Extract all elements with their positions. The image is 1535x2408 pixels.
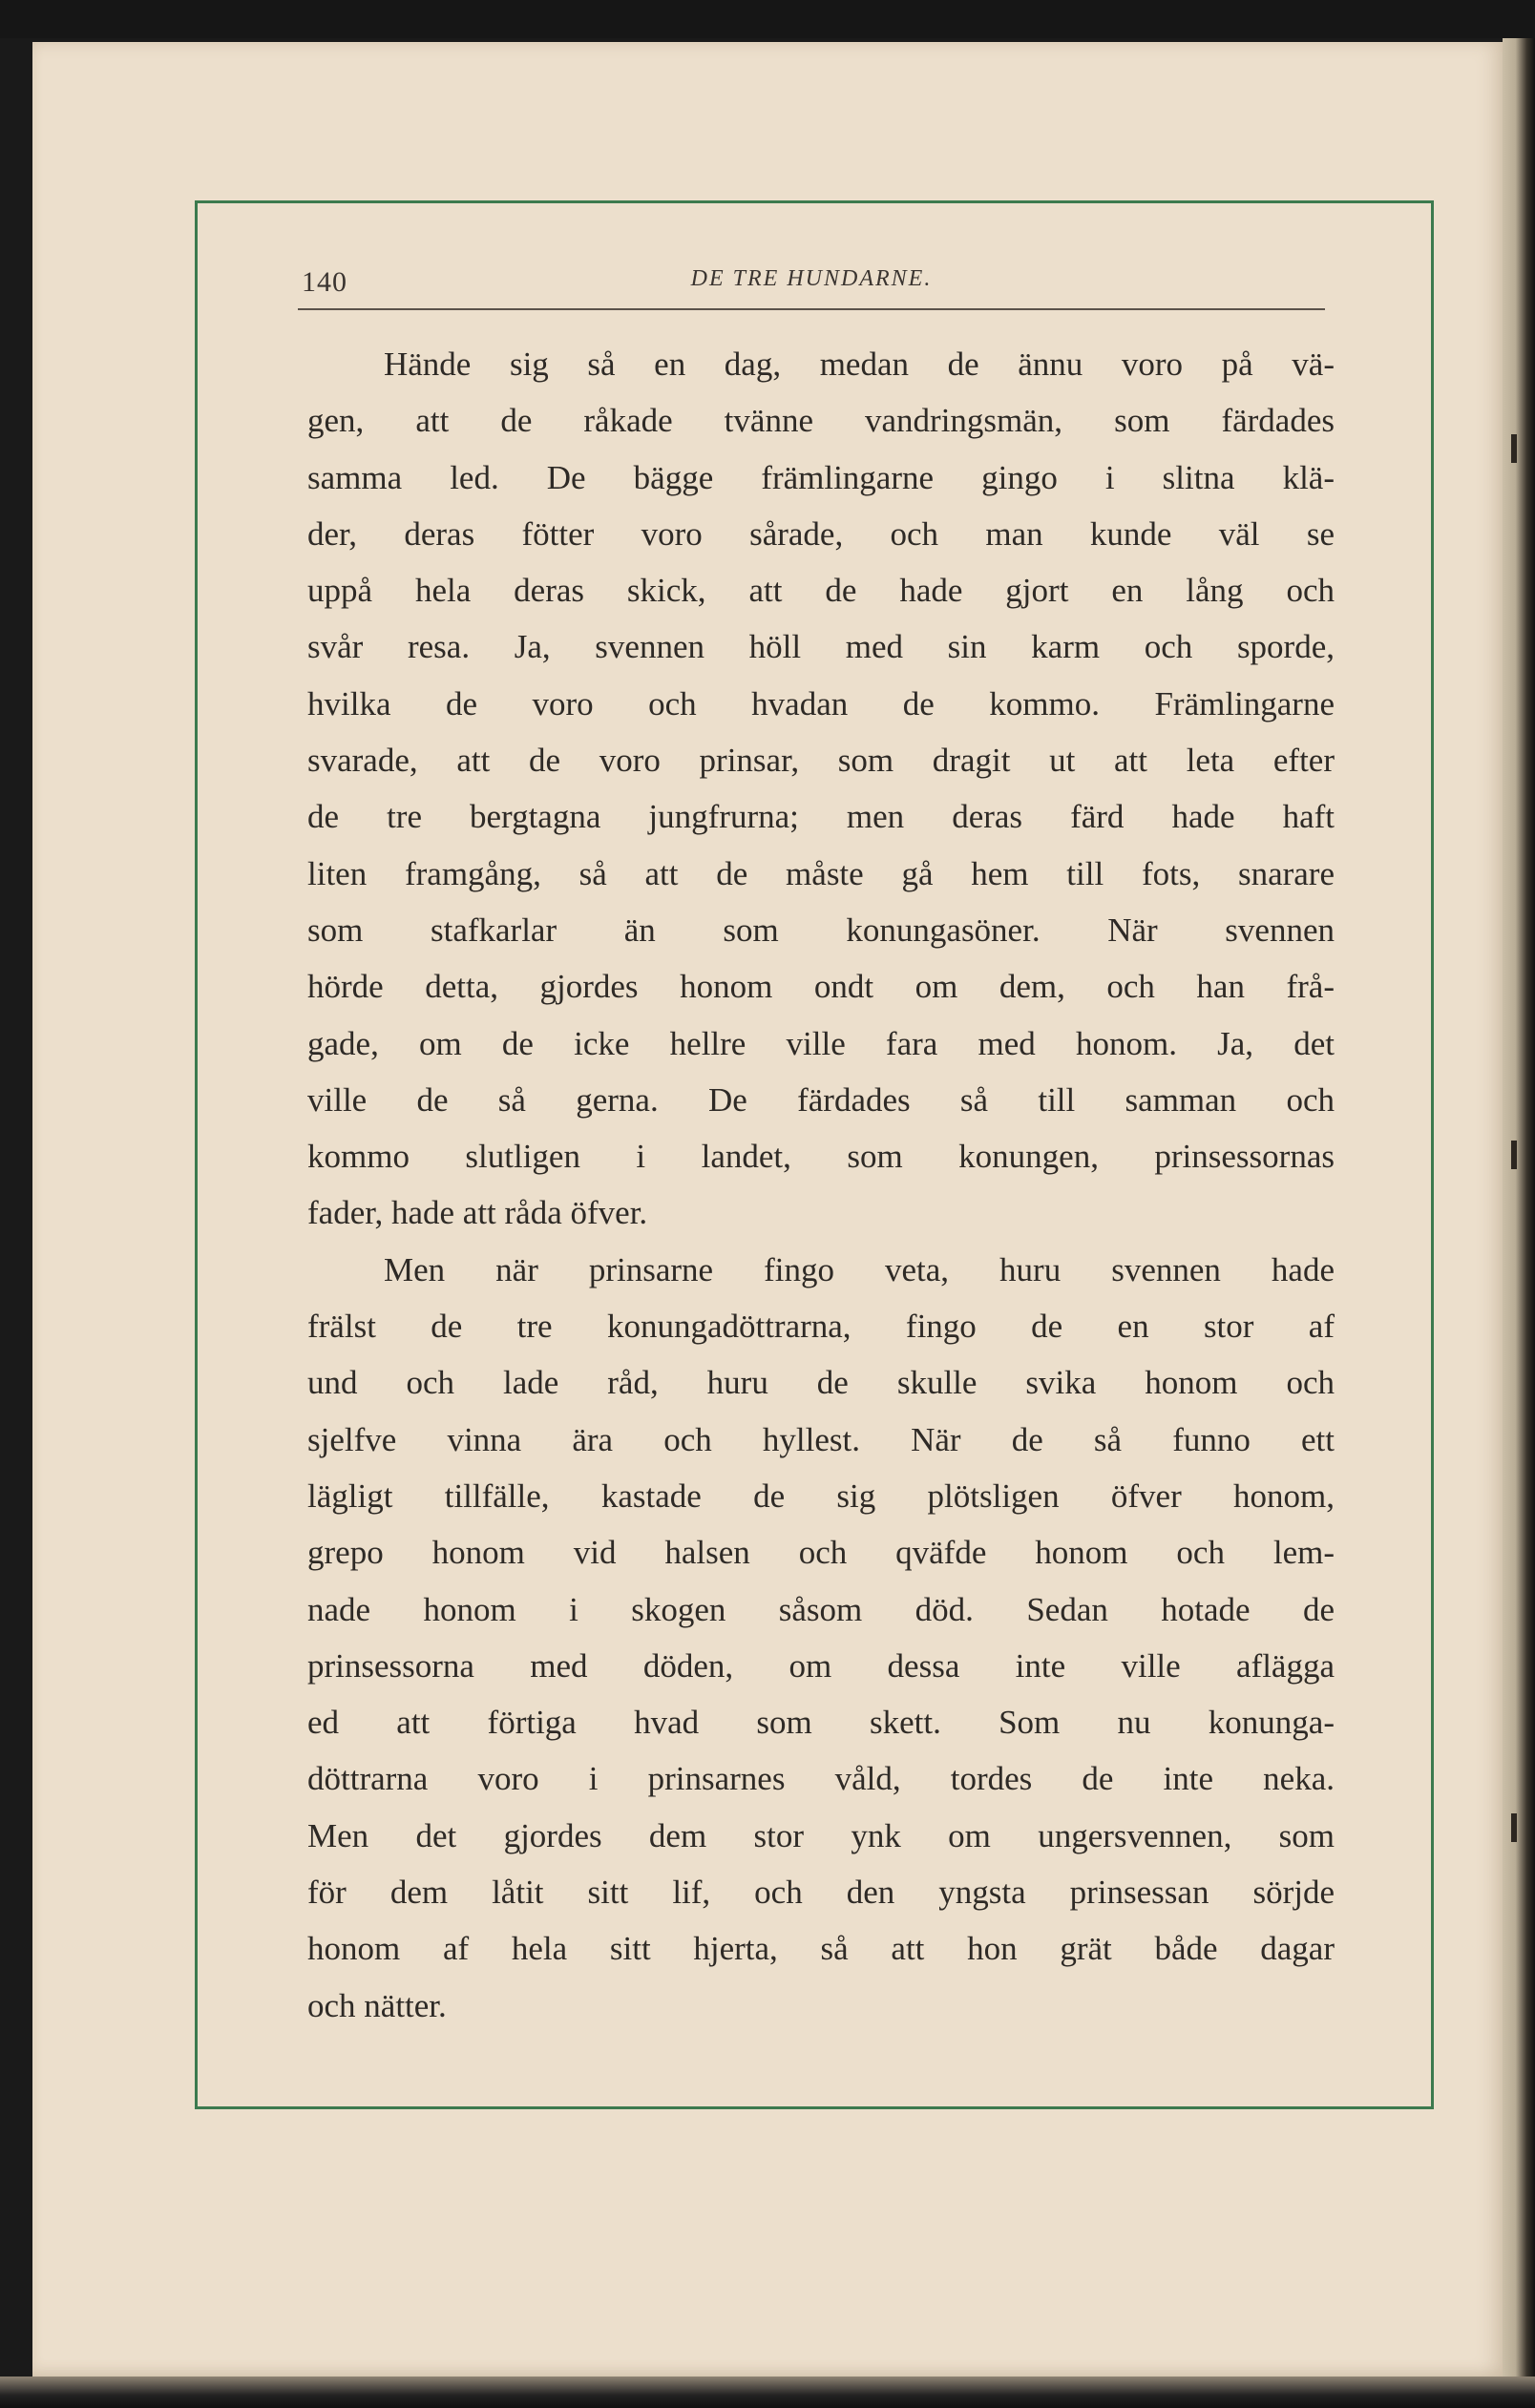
text-line: och nätter. [307, 1986, 447, 2024]
running-title: DE TRE HUNDARNE. [690, 266, 933, 291]
body-text [307, 336, 1335, 2034]
text-line: samma led. De bägge främlingarne gingo i slitna klä- [307, 458, 1335, 496]
text-line: prinsessorna med döden, om dessa inte ville aflägga [307, 1646, 1335, 1685]
text-line: honom af hela sitt hjerta, så att hon grät både dagar [307, 1930, 1335, 1968]
page-edge-bottom [0, 2377, 1535, 2408]
text-line: hvilka de voro och hvadan de kommo. Främlingarne [307, 684, 1335, 722]
text-line: för dem låtit sitt lif, och den yngsta prinsessan sörjde [307, 1874, 1335, 1912]
text-line: som stafkarlar än som konungasöner. När svennen [307, 911, 1335, 949]
text-line: Men när prinsarne fingo veta, huru svennen hade [384, 1250, 1335, 1288]
text-line: svarade, att de voro prinsar, som dragit ut att leta efter [307, 742, 1335, 780]
text-line: Men det gjordes dem stor ynk om ungersvennen, som [307, 1816, 1335, 1854]
text-line: kommo slutligen i landet, som konungen, prinsessornas [307, 1138, 1335, 1176]
page-number: 140 [302, 266, 347, 298]
scan-edge-mark [1511, 1813, 1517, 1842]
text-line: svår resa. Ja, svennen höll med sin karm och sporde, [307, 628, 1335, 666]
text-line: der, deras fötter voro sårade, och man kunde väl se [307, 514, 1335, 553]
running-head [298, 262, 1325, 310]
text-line: frälst de tre konungadöttrarna, fingo de en stor af [307, 1308, 1335, 1346]
text-line: ville de så gerna. De färdades så till samman och [307, 1080, 1335, 1119]
page-edge-right [1503, 38, 1535, 2408]
text-line: gade, om de icke hellre ville fara med honom. Ja, det [307, 1024, 1335, 1062]
text-line: uppå hela deras skick, att de hade gjort en lång och [307, 572, 1335, 610]
text-line: Hände sig så en dag, medan de ännu voro på vä- [384, 345, 1335, 383]
header-rule [298, 308, 1325, 310]
text-line: fader, hade att råda öfver. [307, 1194, 648, 1232]
text-line: hörde detta, gjordes honom ondt om dem, och han frå- [307, 968, 1335, 1006]
text-line: und och lade råd, huru de skulle svika honom och [307, 1364, 1335, 1402]
text-line: döttrarna voro i prinsarnes våld, tordes de inte neka. [307, 1760, 1335, 1798]
text-line: lägligt tillfälle, kastade de sig plötsligen öfver honom, [307, 1476, 1335, 1515]
text-line: de tre bergtagna jungfrurna; men deras färd hade haft [307, 798, 1335, 836]
text-line: ed att förtiga hvad som skett. Som nu konunga- [307, 1704, 1335, 1742]
text-line: grepo honom vid halsen och qväfde honom och lem- [307, 1534, 1335, 1572]
text-line: nade honom i skogen såsom död. Sedan hotade de [307, 1590, 1335, 1628]
text-line: sjelfve vinna ära och hyllest. När de så funno ett [307, 1420, 1335, 1458]
text-line: gen, att de råkade tvänne vandringsmän, som färdades [307, 402, 1335, 440]
scan-background-top [0, 0, 1535, 38]
scan-edge-mark [1511, 1141, 1517, 1169]
scan-edge-mark [1511, 434, 1517, 463]
text-line: liten framgång, så att de måste gå hem till fots, snarare [307, 854, 1335, 892]
